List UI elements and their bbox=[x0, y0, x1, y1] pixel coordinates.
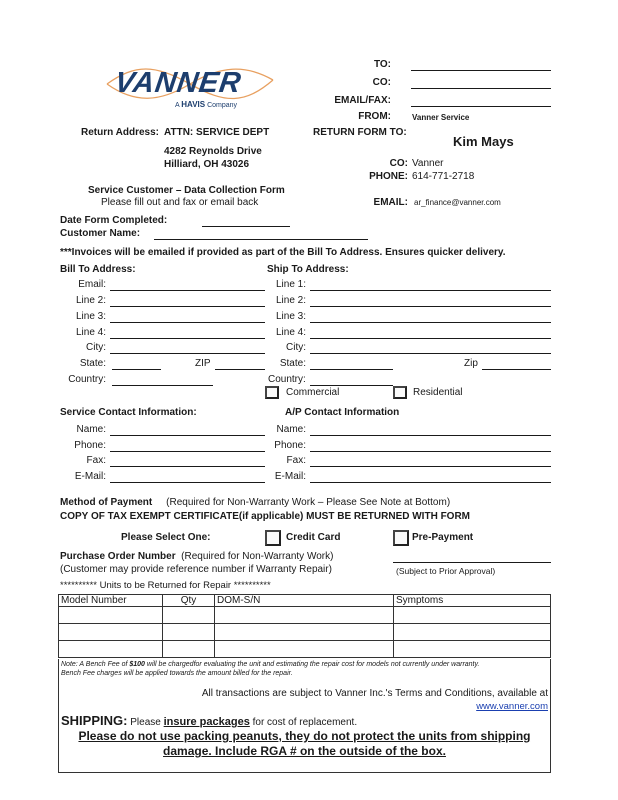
service-contact-label: Phone: bbox=[74, 440, 106, 451]
return-address-line3: Hilliard, OH 43026 bbox=[164, 159, 250, 170]
approval-note: (Subject to Prior Approval) bbox=[396, 566, 496, 576]
bill-country-label: Country: bbox=[68, 374, 106, 385]
ap-contact-label: Fax: bbox=[286, 455, 306, 466]
return-email-label: EMAIL: bbox=[373, 197, 408, 208]
packing-warning-line2: damage. Include RGA # on the outside of the box. bbox=[163, 744, 446, 758]
bill-field-input[interactable] bbox=[110, 353, 265, 354]
return-co-label: CO: bbox=[389, 158, 408, 169]
select-one-label: Please Select One: bbox=[121, 532, 211, 543]
co-label: CO: bbox=[372, 77, 391, 88]
service-contact-input[interactable] bbox=[110, 482, 265, 483]
service-contact-input[interactable] bbox=[110, 451, 265, 452]
cell-qty[interactable] bbox=[163, 641, 215, 658]
ship-field-input[interactable] bbox=[310, 322, 551, 323]
service-contact-label: Name: bbox=[76, 424, 106, 435]
return-address-line1: ATTN: SERVICE DEPT bbox=[164, 127, 270, 138]
bill-field-label: City: bbox=[86, 342, 106, 353]
ap-contact-heading: A/P Contact Information bbox=[285, 407, 400, 418]
customer-name-field[interactable] bbox=[154, 239, 368, 240]
residential-label: Residential bbox=[413, 387, 463, 398]
ap-contact-input[interactable] bbox=[310, 482, 551, 483]
ap-contact-label: Name: bbox=[276, 424, 306, 435]
method-of-payment: Method of Payment (Required for Non-Warranty Work – Please See Note at Bottom) bbox=[60, 497, 451, 508]
ship-field-label: City: bbox=[286, 342, 306, 353]
ship-field-input[interactable] bbox=[310, 306, 551, 307]
return-form-to-label: RETURN FORM TO: bbox=[313, 127, 407, 138]
residential-checkbox[interactable] bbox=[393, 386, 407, 399]
col-qty: Qty bbox=[163, 595, 215, 607]
bench-fee-note: Note: A Bench Fee of $100 will be chargedfor evaluating the unit and estimating the repair cost for models not currently under warranty. bbox=[61, 661, 480, 668]
bench-fee-note-line2: Bench Fee charges will be applied towards the amount billed for the repair. bbox=[61, 670, 293, 677]
return-phone-label: PHONE: bbox=[369, 171, 408, 182]
vanner-logo bbox=[105, 62, 275, 112]
cell-symptoms[interactable] bbox=[394, 624, 551, 641]
shipping-note: SHIPPING: Please insure packages for cost of replacement. bbox=[61, 713, 358, 728]
ship-field-label: Line 1: bbox=[275, 279, 306, 290]
invoice-note: ***Invoices will be emailed if provided as part of the Bill To Address. Ensures quicker delivery. bbox=[60, 247, 506, 258]
cell-model[interactable] bbox=[59, 607, 163, 624]
from-label: FROM: bbox=[358, 111, 391, 122]
service-contact-input[interactable] bbox=[110, 435, 265, 436]
bill-to-heading: Bill To Address: bbox=[60, 264, 136, 275]
ship-field-label: Line 3: bbox=[275, 311, 306, 322]
table-row bbox=[59, 641, 551, 658]
to-field[interactable] bbox=[411, 70, 551, 71]
to-label: TO: bbox=[373, 59, 391, 70]
service-contact-label: Fax: bbox=[86, 455, 106, 466]
form-title: Service Customer – Data Collection Form bbox=[88, 185, 285, 196]
logo-wordmark: VANNER bbox=[112, 67, 244, 99]
col-symptoms: Symptoms bbox=[394, 595, 551, 607]
logo-tagline: A HAVIS Company bbox=[175, 100, 238, 109]
ship-zip-field[interactable] bbox=[482, 369, 551, 370]
date-completed-field[interactable] bbox=[202, 226, 290, 227]
ship-to-heading: Ship To Address: bbox=[267, 264, 349, 275]
bill-field-label: Line 2: bbox=[75, 295, 106, 306]
commercial-label: Commercial bbox=[286, 387, 340, 398]
ship-field-input[interactable] bbox=[310, 290, 551, 291]
ap-contact-input[interactable] bbox=[310, 435, 551, 436]
return-email-value[interactable]: ar_finance@vanner.com bbox=[414, 198, 501, 207]
ship-country-field[interactable] bbox=[310, 385, 393, 386]
ship-state-field[interactable] bbox=[310, 369, 393, 370]
credit-card-checkbox[interactable] bbox=[265, 530, 281, 546]
cell-model[interactable] bbox=[59, 624, 163, 641]
from-value: Vanner Service bbox=[412, 113, 470, 122]
ship-zip-label: Zip bbox=[464, 358, 478, 369]
table-header-row bbox=[59, 595, 551, 607]
email-fax-label: EMAIL/FAX: bbox=[334, 95, 391, 106]
cell-qty[interactable] bbox=[163, 607, 215, 624]
cell-symptoms[interactable] bbox=[394, 641, 551, 658]
commercial-checkbox[interactable] bbox=[265, 386, 279, 399]
service-contact-label: E-Mail: bbox=[74, 471, 106, 482]
notes-box bbox=[58, 659, 551, 773]
ship-country-label: Country: bbox=[268, 374, 306, 385]
form-subtitle: Please fill out and fax or email back bbox=[101, 197, 259, 208]
cell-dom-sn[interactable] bbox=[215, 607, 394, 624]
customer-name-label: Customer Name: bbox=[60, 228, 141, 239]
cell-dom-sn[interactable] bbox=[215, 624, 394, 641]
ship-field-label: Line 2: bbox=[275, 295, 306, 306]
ap-contact-label: E-Mail: bbox=[274, 471, 306, 482]
po-number-field[interactable] bbox=[393, 562, 551, 563]
bill-field-input[interactable] bbox=[110, 306, 265, 307]
bill-field-input[interactable] bbox=[110, 322, 265, 323]
email-fax-field[interactable] bbox=[411, 106, 551, 107]
units-heading: ********** Units to be Returned for Repair ********** bbox=[60, 580, 271, 591]
bill-field-input[interactable] bbox=[110, 338, 265, 339]
ship-field-input[interactable] bbox=[310, 338, 551, 339]
terms-note: All transactions are subject to Vanner Inc.'s Terms and Conditions, available at bbox=[201, 688, 548, 699]
ap-contact-input[interactable] bbox=[310, 451, 551, 452]
vanner-website-link[interactable]: www.vanner.com bbox=[476, 701, 548, 712]
co-field[interactable] bbox=[411, 88, 551, 89]
prepayment-checkbox[interactable] bbox=[393, 530, 409, 546]
table-row bbox=[59, 624, 551, 641]
bill-field-label: Email: bbox=[78, 279, 106, 290]
service-contact-input[interactable] bbox=[110, 466, 265, 467]
return-co-value: Vanner bbox=[412, 158, 444, 169]
return-phone-value: 614-771-2718 bbox=[412, 171, 475, 182]
cell-qty[interactable] bbox=[163, 624, 215, 641]
bill-state-label: State: bbox=[79, 358, 106, 369]
credit-card-label: Credit Card bbox=[286, 532, 341, 543]
table-row bbox=[59, 607, 551, 624]
bill-zip-field[interactable] bbox=[215, 369, 265, 370]
packing-warning-line1: Please do not use packing peanuts, they do not protect the units from shipping bbox=[78, 729, 531, 743]
cell-dom-sn[interactable] bbox=[215, 641, 394, 658]
prepayment-label: Pre-Payment bbox=[412, 532, 474, 543]
ship-field-label: Line 4: bbox=[275, 327, 306, 338]
cell-model[interactable] bbox=[59, 641, 163, 658]
ship-field-input[interactable] bbox=[310, 353, 551, 354]
ship-state-label: State: bbox=[279, 358, 306, 369]
return-address-line2: 4282 Reynolds Drive bbox=[164, 146, 262, 157]
bill-field-label: Line 4: bbox=[75, 327, 106, 338]
return-address-label: Return Address: bbox=[81, 127, 159, 138]
date-completed-label: Date Form Completed: bbox=[60, 215, 168, 226]
col-model-number: Model Number bbox=[59, 595, 163, 607]
po-reference-note: (Customer may provide reference number if Warranty Repair) bbox=[60, 564, 332, 575]
po-number-label: Purchase Order Number (Required for Non-Warranty Work) bbox=[60, 551, 334, 562]
ap-contact-label: Phone: bbox=[274, 440, 306, 451]
bill-field-input[interactable] bbox=[110, 290, 265, 291]
units-table bbox=[58, 594, 551, 658]
ap-contact-input[interactable] bbox=[310, 466, 551, 467]
bill-state-field[interactable] bbox=[112, 369, 161, 370]
bill-field-label: Line 3: bbox=[75, 311, 106, 322]
service-contact-heading: Service Contact Information: bbox=[60, 407, 197, 418]
col-dom-sn: DOM-S/N bbox=[215, 595, 394, 607]
cell-symptoms[interactable] bbox=[394, 607, 551, 624]
tax-exempt-note: COPY OF TAX EXEMPT CERTIFICATE(if applicable) MUST BE RETURNED WITH FORM bbox=[60, 511, 471, 522]
return-contact-name: Kim Mays bbox=[453, 134, 514, 149]
bill-country-field[interactable] bbox=[112, 385, 213, 386]
bill-zip-label: ZIP bbox=[195, 358, 211, 369]
